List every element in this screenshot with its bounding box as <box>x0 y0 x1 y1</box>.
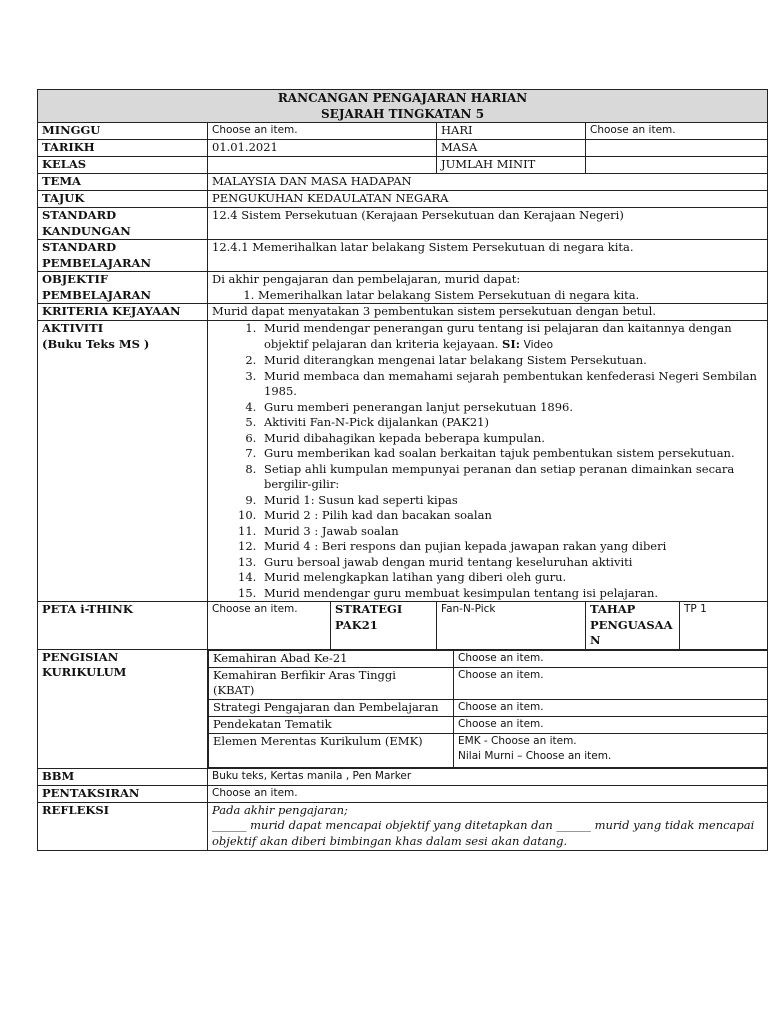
row-minggu <box>38 123 768 140</box>
title-line-2: SEJARAH TINGKATAN 5 <box>321 107 485 121</box>
bbm-label: BBM <box>38 768 208 785</box>
lesson-plan-table <box>37 89 768 851</box>
list-item: 12. Murid 4 : Beri respons dan pujian kepada jawapan rakan yang diberi <box>260 539 763 555</box>
standard-pembelajaran-label <box>38 240 208 272</box>
aktiviti-item-text: Murid mendengar penerangan guru tentang isi pelajaran dan kaitannya dengan objektif pelajaran dan kriteria kejayaan. <box>264 321 732 351</box>
aktiviti-label-line-1: AKTIVITI <box>42 321 104 335</box>
nilai-murni-select[interactable]: Nilai Murni – Choose an item. <box>458 750 612 762</box>
kbat-select[interactable]: Choose an item. <box>454 667 768 699</box>
abad-select[interactable]: Choose an item. <box>454 650 768 667</box>
emk-field[interactable] <box>454 733 768 767</box>
aktiviti-list <box>212 321 763 601</box>
tajuk-field[interactable]: PENGUKUHAN KEDAULATAN NEGARA <box>208 191 768 208</box>
tahap-penguasaan-select[interactable]: TP 1 <box>680 602 768 650</box>
sp-label-line-1: STANDARD <box>42 240 117 254</box>
aktiviti-label-line-2: (Buku Teks MS ) <box>42 336 150 351</box>
title-row <box>38 90 768 123</box>
kurikulum-row <box>209 733 768 767</box>
row-tarikh <box>38 140 768 157</box>
row-refleksi <box>38 802 768 850</box>
strategi-pp-label: Strategi Pengajaran dan Pembelajaran <box>209 699 454 716</box>
pentaksiran-select[interactable]: Choose an item. <box>208 785 768 802</box>
objektif-item: 1. Memerihalkan latar belakang Sistem Persekutuan di negara kita. <box>258 288 763 304</box>
kurikulum-row <box>209 650 768 667</box>
list-item: 4. Guru memberi penerangan lanjut persekutuan 1896. <box>260 400 763 416</box>
objektif-list <box>212 288 763 304</box>
jumlah-minit-label: JUMLAH MINIT <box>437 157 586 174</box>
row-kriteria <box>38 304 768 321</box>
tarikh-label: TARIKH <box>38 140 208 157</box>
kbat-label-line-1: Kemahiran Berfikir Aras Tinggi <box>213 667 396 682</box>
standard-kandungan-field[interactable]: 12.4 Sistem Persekutuan (Kerajaan Persekutuan dan Kerajaan Negeri) <box>208 208 768 240</box>
minggu-select[interactable]: Choose an item. <box>208 123 437 140</box>
tematik-label: Pendekatan Tematik <box>209 716 454 733</box>
minggu-label: MINGGU <box>38 123 208 140</box>
list-item <box>260 321 763 353</box>
obj-label-line-2: PEMBELAJARAN <box>42 287 151 302</box>
row-kelas <box>38 157 768 174</box>
row-tema <box>38 174 768 191</box>
aktiviti-label <box>38 321 208 602</box>
refleksi-label: REFLEKSI <box>38 802 208 850</box>
strategi-pak21-label <box>331 602 437 650</box>
si-value: Video <box>523 338 554 351</box>
kelas-label: KELAS <box>38 157 208 174</box>
sk-label-line-1: STANDARD <box>42 208 117 222</box>
row-aktiviti <box>38 321 768 602</box>
kurikulum-row <box>209 716 768 733</box>
kriteria-label: KRITERIA KEJAYAAN <box>38 304 208 321</box>
tarikh-field[interactable]: 01.01.2021 <box>208 140 437 157</box>
kurikulum-subtable-cell <box>208 649 768 768</box>
bbm-field[interactable]: Buku teks, Kertas manila , Pen Marker <box>208 768 768 785</box>
sk-label-line-2: KANDUNGAN <box>42 223 131 238</box>
hari-select[interactable]: Choose an item. <box>586 123 768 140</box>
row-objektif <box>38 272 768 304</box>
pengisian-kurikulum-label: PENGISIAN KURIKULUM <box>38 649 208 768</box>
kelas-field[interactable] <box>208 157 437 174</box>
row-pengisian-kurikulum <box>38 649 768 768</box>
aktiviti-field[interactable] <box>208 321 768 602</box>
refleksi-field[interactable] <box>208 802 768 850</box>
kbat-label <box>209 667 454 699</box>
masa-label: MASA <box>437 140 586 157</box>
list-item: 5. Aktiviti Fan-N-Pick dijalankan (PAK21) <box>260 415 763 431</box>
tajuk-label: TAJUK <box>38 191 208 208</box>
strategi-label-line-1: STRATEGI <box>335 602 403 616</box>
row-standard-kandungan <box>38 208 768 240</box>
objektif-intro: Di akhir pengajaran dan pembelajaran, murid dapat: <box>212 272 521 286</box>
list-item: 14. Murid melengkapkan latihan yang diberi oleh guru. <box>260 570 763 586</box>
list-item: 3. Murid membaca dan memahami sejarah pembentukan kenfederasi Negeri Sembilan 1985. <box>260 369 763 400</box>
refleksi-line-1: Pada akhir pengajaran; <box>212 802 348 817</box>
row-standard-pembelajaran <box>38 240 768 272</box>
tema-label: TEMA <box>38 174 208 191</box>
kbat-label-line-2: (KBAT) <box>213 683 255 697</box>
objektif-field[interactable] <box>208 272 768 304</box>
list-item: 7. Guru memberikan kad soalan berkaitan tajuk pembentukan sistem persekutuan. <box>260 446 763 462</box>
obj-label-line-1: OBJEKTIF <box>42 272 109 286</box>
hari-label: HARI <box>437 123 586 140</box>
tahap-label-line-2: PENGUASAAN <box>590 617 673 647</box>
strategi-pak21-select[interactable]: Fan-N-Pick <box>437 602 586 650</box>
title-line-1: RANCANGAN PENGAJARAN HARIAN <box>277 91 528 105</box>
list-item: 8. Setiap ahli kumpulan mempunyai peranan dan setiap peranan dimainkan secara bergilir-gilir: <box>260 462 763 493</box>
standard-kandungan-label <box>38 208 208 240</box>
abad-label: Kemahiran Abad Ke-21 <box>209 650 454 667</box>
list-item: 6. Murid dibahagikan kepada beberapa kumpulan. <box>260 431 763 447</box>
standard-pembelajaran-field[interactable]: 12.4.1 Memerihalkan latar belakang Sistem Persekutuan di negara kita. <box>208 240 768 272</box>
list-item: 15. Murid mendengar guru membuat kesimpulan tentang isi pelajaran. <box>260 586 763 602</box>
kurikulum-row <box>209 699 768 716</box>
pentaksiran-label: PENTAKSIRAN <box>38 785 208 802</box>
refleksi-line-2: ______ murid dapat mencapai objektif yang ditetapkan dan ______ murid yang tidak mencapai objektif akan diberi bimbingan khas dalam sesi akan datang. <box>212 818 755 848</box>
emk-label: Elemen Merentas Kurikulum (EMK) <box>209 733 454 767</box>
kurikulum-row <box>209 667 768 699</box>
kriteria-field[interactable]: Murid dapat menyatakan 3 pembentukan sistem persekutuan dengan betul. <box>208 304 768 321</box>
tahap-penguasaan-label <box>586 602 680 650</box>
tematik-select[interactable]: Choose an item. <box>454 716 768 733</box>
tema-field[interactable]: MALAYSIA DAN MASA HADAPAN <box>208 174 768 191</box>
peta-ithink-select[interactable]: Choose an item. <box>208 602 331 650</box>
list-item: 2. Murid diterangkan mengenai latar belakang Sistem Persekutuan. <box>260 353 763 369</box>
kurikulum-subtable <box>208 650 768 768</box>
peta-ithink-label: PETA i-THINK <box>38 602 208 650</box>
page-title <box>38 90 768 123</box>
list-item: 11. Murid 3 : Jawab soalan <box>260 524 763 540</box>
list-item: 13. Guru bersoal jawab dengan murid tentang keseluruhan aktiviti <box>260 555 763 571</box>
strategi-pp-select[interactable]: Choose an item. <box>454 699 768 716</box>
sp-label-line-2: PEMBELAJARAN <box>42 255 151 270</box>
si-prefix: SI: <box>502 336 520 351</box>
objektif-label <box>38 272 208 304</box>
strategi-label-line-2: PAK21 <box>335 617 378 632</box>
row-bbm <box>38 768 768 785</box>
row-pentaksiran <box>38 785 768 802</box>
row-peta-ithink <box>38 602 768 650</box>
masa-field[interactable] <box>586 140 768 157</box>
row-tajuk <box>38 191 768 208</box>
list-item: 9. Murid 1: Susun kad seperti kipas <box>260 493 763 509</box>
list-item: 10. Murid 2 : Pilih kad dan bacakan soalan <box>260 508 763 524</box>
jumlah-minit-field[interactable] <box>586 157 768 174</box>
emk-select[interactable]: EMK - Choose an item. <box>458 734 577 747</box>
tahap-label-line-1: TAHAP <box>590 602 636 616</box>
